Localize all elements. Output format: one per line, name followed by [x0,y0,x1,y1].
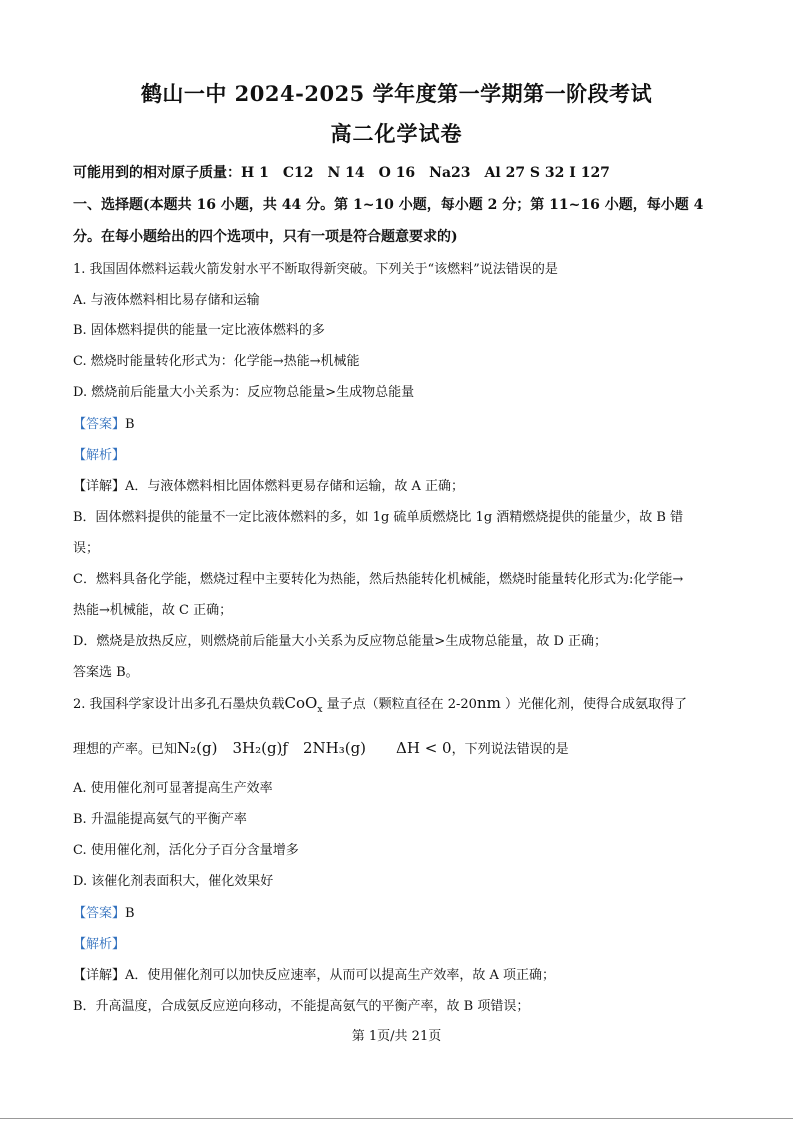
q1-detail-6: D．燃烧是放热反应，则燃烧前后能量大小关系为反应物总能量>生成物总能量，故 D 正确； [73,634,608,649]
q1-option-d: D. 燃烧前后能量大小关系为：反应物总能量>生成物总能量 [73,385,415,400]
q1-detail-7: 答案选 B。 [73,665,139,680]
page-number: 第 1页/共 21页 [351,1029,442,1044]
formula-coox [284,694,323,715]
bottom-divider [0,1118,793,1119]
q2-option-b: B. 升温能提高氨气的平衡产率 [73,812,247,827]
detail-text: A．与液体燃料相比固体燃料更易存储和运输，故 A 正确； [125,479,465,494]
atomic-masses: 可能用到的相对原子质量：H 1 C12 N 14 O 16 Na23 Al 27 S 32 I 127 [73,165,610,181]
q2-option-a: A. 使用催化剂可显著提高生产效率 [73,781,273,796]
detail-tag: 【详解】 [73,968,126,983]
formula-coox-sub: x [317,705,323,715]
q1-detail-4: C．燃料具备化学能，燃烧过程中主要转化为热能，然后热能转化机械能，燃烧时能量转化形式为:化学能→ [73,572,684,587]
q1-analysis-tag: 【解析】 [73,448,126,463]
q2-stem-line2 [73,737,723,758]
q2-stem-text: ，下列说法错误的是 [451,742,569,757]
q1-option-c: C. 燃烧时能量转化形式为：化学能→热能→机械能 [73,354,360,369]
q2-option-d: D. 该催化剂表面积大，催化效果好 [73,874,274,889]
section1-heading-line2: 分。在每小题给出的四个选项中，只有一项是符合题意要求的) [73,229,458,245]
q1-option-b: B. 固体燃料提供的能量一定比液体燃料的多 [73,323,325,338]
reaction-equation: N₂(g) 3H₂(g)ƒ 2NH₃(g) ΔH < 0 [177,739,452,757]
formula-coox-base: CoO [284,694,318,712]
exam-subtitle: 高二化学试卷 [330,121,463,146]
exam-title: 鹤山一中 2024-2025 学年度第一学期第一阶段考试 [140,81,653,106]
q1-option-a: A. 与液体燃料相比易存储和运输 [73,293,260,308]
q2-option-c: C. 使用催化剂，活化分子百分含量增多 [73,843,299,858]
q2-answer [73,902,723,921]
q1-detail-1 [73,475,723,494]
q2-stem-line1 [73,693,723,715]
answer-value: B [125,417,135,432]
q2-stem-text: 2. 我国科学家设计出多孔石墨炔负载 [73,697,285,712]
section1-heading-line1: 一、选择题(本题共 16 小题，共 44 分。第 1~10 小题，每小题 2 分；第 11~16 小题，每小题 4 [73,197,704,213]
detail-text: A．使用催化剂可以加快反应速率，从而可以提高生产效率，故 A 项正确； [125,968,556,983]
q2-stem-text: ）光催化剂，使得合成氨取得了 [500,697,687,712]
q2-detail-1 [73,964,723,983]
q1-answer [73,413,723,432]
detail-tag: 【详解】 [73,479,126,494]
unit-nm: nm [476,694,501,712]
q1-stem: 1. 我国固体燃料运载火箭发射水平不断取得新突破。下列关于“该燃料”说法错误的是 [73,262,558,277]
q2-detail-2: B．升高温度，合成氨反应逆向移动，不能提高氨气的平衡产率，故 B 项错误； [73,999,530,1014]
q1-detail-3: 误； [73,541,100,556]
q1-detail-5: 热能→机械能，故 C 正确； [73,603,233,618]
answer-tag: 【答案】 [73,417,126,432]
q2-analysis-tag: 【解析】 [73,937,126,952]
answer-value: B [125,906,135,921]
q1-detail-2: B．固体燃料提供的能量不一定比液体燃料的多，如 1g 硫单质燃烧比 1g 酒精燃烧提供的能量少，故 B 错 [73,510,684,525]
q2-stem-text: 理想的产率。已知 [73,742,178,757]
q2-stem-text: 量子点（颗粒直径在 2-20 [322,697,477,712]
answer-tag: 【答案】 [73,906,126,921]
